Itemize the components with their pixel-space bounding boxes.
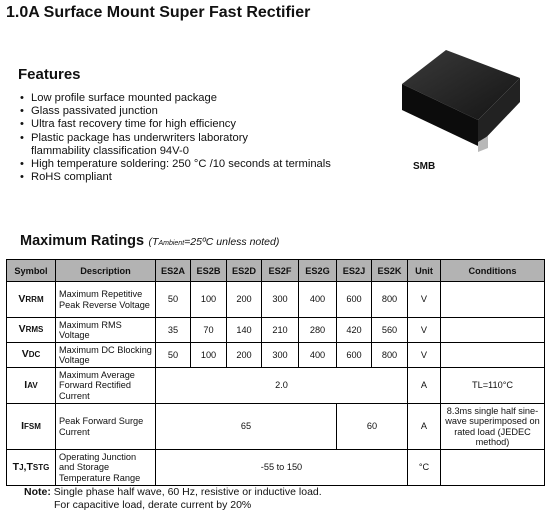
header-cell: ES2B bbox=[191, 260, 227, 282]
value-cell: 600 bbox=[337, 343, 372, 368]
description-cell: Maximum Average Forward Rectified Current bbox=[56, 368, 156, 404]
conditions-cell bbox=[441, 318, 545, 343]
value-cell: 800 bbox=[372, 343, 408, 368]
description-cell: Peak Forward Surge Current bbox=[56, 404, 156, 450]
header-cell: ES2A bbox=[156, 260, 191, 282]
symbol-cell: IAV bbox=[7, 368, 56, 404]
value-cell: 60 bbox=[337, 404, 408, 450]
conditions-cell: 8.3ms single half sine-wave superimposed on rated load (JEDEC method) bbox=[441, 404, 545, 450]
value-cell: 560 bbox=[372, 318, 408, 343]
value-cell: -55 to 150 bbox=[156, 450, 408, 486]
value-cell: 800 bbox=[372, 282, 408, 318]
value-cell: 200 bbox=[227, 343, 262, 368]
value-cell: 210 bbox=[262, 318, 299, 343]
value-cell: 50 bbox=[156, 282, 191, 318]
header-cell: Conditions bbox=[441, 260, 545, 282]
note: Note: Single phase half wave, 60 Hz, resistive or inductive load. For capacitive load, derate current by 20% bbox=[24, 486, 322, 511]
feature-item: • Plastic package has underwriters laboratory flammability classification 94V-0 bbox=[20, 132, 331, 158]
description-cell: Maximum RMS Voltage bbox=[56, 318, 156, 343]
value-cell: 600 bbox=[337, 282, 372, 318]
unit-cell: °C bbox=[408, 450, 441, 486]
value-cell: 2.0 bbox=[156, 368, 408, 404]
unit-cell: V bbox=[408, 318, 441, 343]
conditions-cell bbox=[441, 450, 545, 486]
table-row bbox=[7, 343, 545, 368]
value-cell: 35 bbox=[156, 318, 191, 343]
package-label: SMB bbox=[413, 161, 436, 172]
header-cell: Unit bbox=[408, 260, 441, 282]
value-cell: 70 bbox=[191, 318, 227, 343]
value-cell: 400 bbox=[299, 343, 337, 368]
header-cell: ES2K bbox=[372, 260, 408, 282]
description-cell: Maximum Repetitive Peak Reverse Voltage bbox=[56, 282, 156, 318]
conditions-cell bbox=[441, 343, 545, 368]
header-cell: Description bbox=[56, 260, 156, 282]
table-row bbox=[7, 282, 545, 318]
header-cell: ES2D bbox=[227, 260, 262, 282]
value-cell: 280 bbox=[299, 318, 337, 343]
feature-item: • Ultra fast recovery time for high efficiency bbox=[20, 118, 331, 131]
conditions-cell: TL=110°C bbox=[441, 368, 545, 404]
conditions-cell bbox=[441, 282, 545, 318]
table-row bbox=[7, 368, 545, 404]
feature-item: • High temperature soldering: 250 °C /10 seconds at terminals bbox=[20, 158, 331, 171]
header-cell: Symbol bbox=[7, 260, 56, 282]
value-cell: 420 bbox=[337, 318, 372, 343]
symbol-cell: IFSM bbox=[7, 404, 56, 450]
header-cell: ES2J bbox=[337, 260, 372, 282]
value-cell: 200 bbox=[227, 282, 262, 318]
symbol-cell: VRMS bbox=[7, 318, 56, 343]
value-cell: 400 bbox=[299, 282, 337, 318]
feature-item: • Low profile surface mounted package bbox=[20, 92, 331, 105]
table-row bbox=[7, 450, 545, 486]
description-cell: Maximum DC Blocking Voltage bbox=[56, 343, 156, 368]
symbol-cell: VRRM bbox=[7, 282, 56, 318]
value-cell: 300 bbox=[262, 343, 299, 368]
feature-item: • Glass passivated junction bbox=[20, 105, 331, 118]
unit-cell: A bbox=[408, 368, 441, 404]
value-cell: 50 bbox=[156, 343, 191, 368]
value-cell: 100 bbox=[191, 282, 227, 318]
header-cell: ES2F bbox=[262, 260, 299, 282]
features-list bbox=[20, 92, 331, 184]
value-cell: 100 bbox=[191, 343, 227, 368]
description-cell: Operating Junction and Storage Temperature Range bbox=[56, 450, 156, 486]
feature-item: • RoHS compliant bbox=[20, 171, 331, 184]
page-title: 1.0A Surface Mount Super Fast Rectifier bbox=[6, 4, 311, 21]
unit-cell: A bbox=[408, 404, 441, 450]
value-cell: 140 bbox=[227, 318, 262, 343]
table-header-row bbox=[7, 260, 545, 282]
table-row bbox=[7, 404, 545, 450]
unit-cell: V bbox=[408, 282, 441, 318]
symbol-cell: VDC bbox=[7, 343, 56, 368]
ratings-table bbox=[6, 259, 545, 486]
value-cell: 300 bbox=[262, 282, 299, 318]
unit-cell: V bbox=[408, 343, 441, 368]
ratings-heading: Maximum Ratings (TAmbient=25ºC unless noted) bbox=[20, 233, 280, 249]
symbol-cell: TJ,TSTG bbox=[7, 450, 56, 486]
header-cell: ES2G bbox=[299, 260, 337, 282]
smb-package-image bbox=[392, 44, 526, 152]
table-row bbox=[7, 318, 545, 343]
value-cell: 65 bbox=[156, 404, 337, 450]
features-heading: Features bbox=[18, 66, 81, 83]
